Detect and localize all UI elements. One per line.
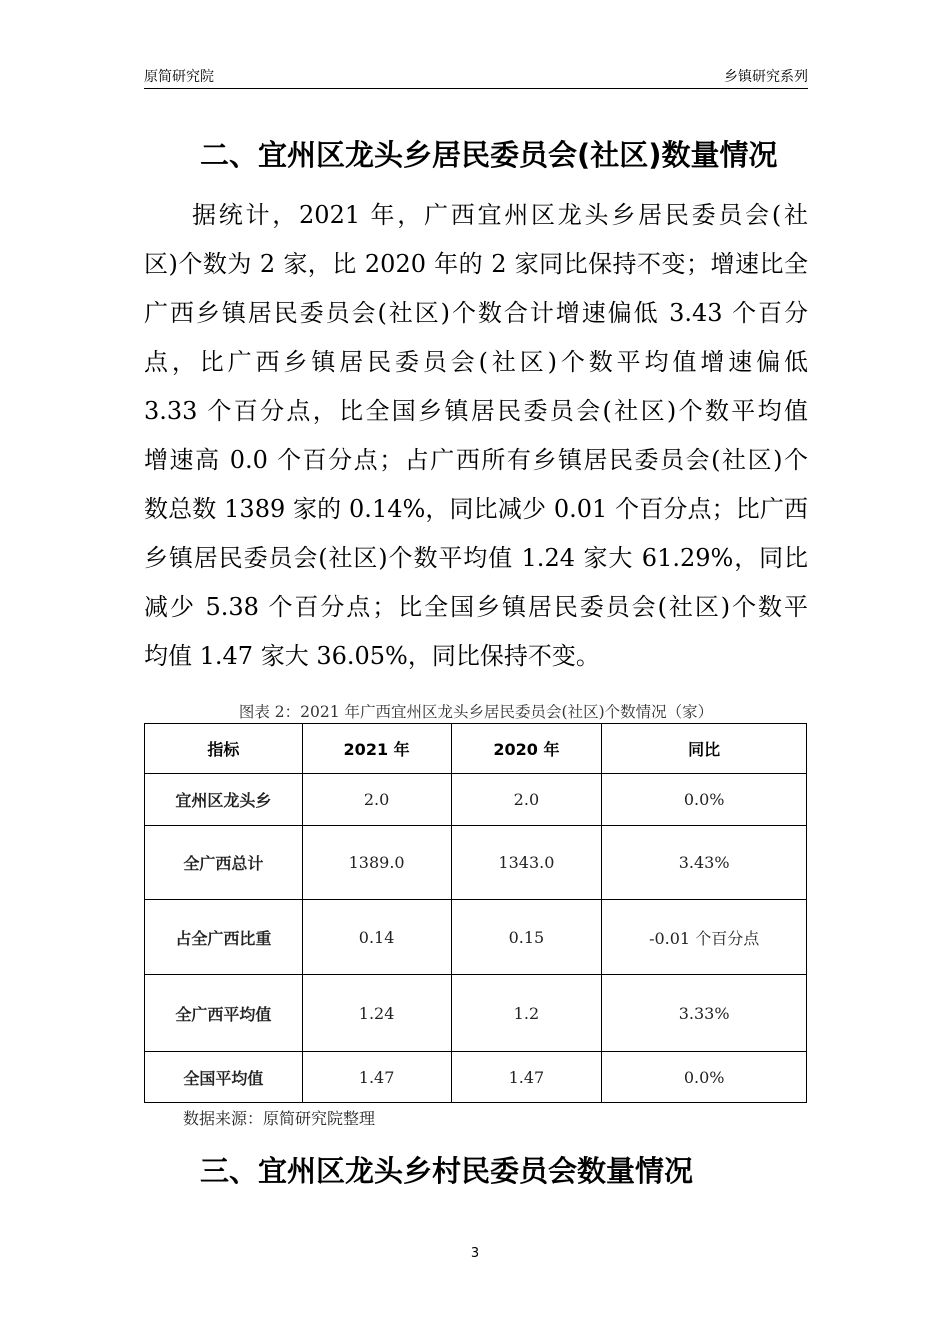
- table-cell: 2.0: [451, 774, 602, 826]
- row-label: 全国平均值: [145, 1052, 303, 1103]
- body-paragraph: [144, 191, 808, 681]
- column-header: 2020 年: [451, 724, 602, 774]
- table-caption: 图表 2：2021 年广西宜州区龙头乡居民委员会(社区)个数情况（家）: [238, 703, 714, 721]
- paragraph-line: 点，比广西乡镇居民委员会(社区)个数平均值增速偏低: [144, 348, 808, 376]
- paragraph-line: 3.33 个百分点，比全国乡镇居民委员会(社区)个数平均值: [144, 397, 808, 425]
- table-row: [145, 826, 807, 900]
- table-cell: -0.01 个百分点: [602, 900, 807, 975]
- table-row: [145, 975, 807, 1052]
- paragraph-line: 增速高 0.0 个百分点；占广西所有乡镇居民委员会(社区)个: [144, 446, 808, 474]
- table-cell: 1389.0: [302, 826, 451, 900]
- row-label: 宜州区龙头乡: [145, 774, 303, 826]
- column-header: 同比: [602, 724, 807, 774]
- table-cell: 1.2: [451, 975, 602, 1052]
- table-cell: 1.47: [451, 1052, 602, 1103]
- header-series-name: 乡镇研究系列: [724, 69, 808, 85]
- page-number: 3: [470, 1246, 480, 1261]
- paragraph-line: 区)个数为 2 家，比 2020 年的 2 家同比保持不变；增速比全: [144, 250, 808, 278]
- table-cell: 0.14: [302, 900, 451, 975]
- table-cell: 0.15: [451, 900, 602, 975]
- paragraph-line: 乡镇居民委员会(社区)个数平均值 1.24 家大 61.29%，同比: [144, 544, 808, 572]
- data-table: [144, 723, 807, 1103]
- column-header: 指标: [145, 724, 303, 774]
- table-cell: 0.0%: [602, 1052, 807, 1103]
- table-cell: 3.33%: [602, 975, 807, 1052]
- paragraph-line: 数总数 1389 家的 0.14%，同比减少 0.01 个百分点；比广西: [144, 495, 808, 523]
- table-cell: 3.43%: [602, 826, 807, 900]
- section-2-title: 二、宜州区龙头乡居民委员会(社区)数量情况: [200, 138, 778, 172]
- row-label: 全广西总计: [145, 826, 303, 900]
- column-header: 2021 年: [302, 724, 451, 774]
- table-header-row: [145, 724, 807, 774]
- table-row: [145, 1052, 807, 1103]
- paragraph-line: 据统计，2021 年，广西宜州区龙头乡居民委员会(社: [192, 201, 808, 229]
- section-3-title: 三、宜州区龙头乡村民委员会数量情况: [200, 1154, 694, 1188]
- row-label: 全广西平均值: [145, 975, 303, 1052]
- table-cell: 0.0%: [602, 774, 807, 826]
- paragraph-line: 减少 5.38 个百分点；比全国乡镇居民委员会(社区)个数平: [144, 593, 808, 621]
- page-header: [144, 64, 808, 89]
- paragraph-line: 广西乡镇居民委员会(社区)个数合计增速偏低 3.43 个百分: [144, 299, 808, 327]
- table-cell: 2.0: [302, 774, 451, 826]
- table-cell: 1.47: [302, 1052, 451, 1103]
- table-cell: 1343.0: [451, 826, 602, 900]
- table-row: [145, 774, 807, 826]
- row-label: 占全广西比重: [145, 900, 303, 975]
- data-source-note: 数据来源：原简研究院整理: [183, 1109, 376, 1128]
- table-cell: 1.24: [302, 975, 451, 1052]
- table-row: [145, 900, 807, 975]
- paragraph-line: 均值 1.47 家大 36.05%，同比保持不变。: [144, 642, 600, 670]
- header-org-name: 原简研究院: [144, 69, 214, 85]
